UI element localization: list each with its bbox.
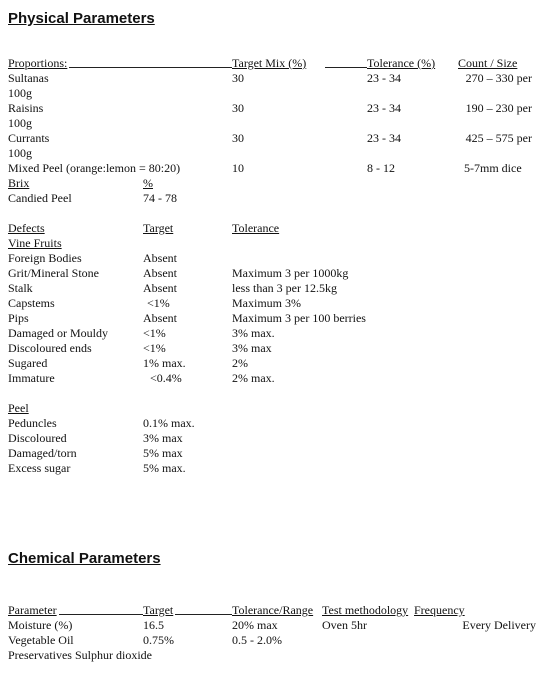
defect-name: Sugared	[8, 356, 48, 370]
proportion-target: 30	[232, 131, 244, 145]
defect-name: Discoloured ends	[8, 341, 92, 355]
proportion-count: 425 – 575 per	[465, 131, 532, 145]
defect-tolerance: 3% max	[232, 341, 272, 355]
physical-parameters-title: Physical Parameters	[8, 10, 155, 27]
peel-defect-name: Peduncles	[8, 416, 57, 430]
defect-target: <1%	[147, 296, 170, 310]
proportion-target: 10	[232, 161, 244, 175]
defect-tolerance: 2% max.	[232, 371, 275, 385]
proportion-name: Raisins	[8, 101, 44, 115]
defect-tolerance: 2%	[232, 356, 248, 370]
defect-tolerance: 3% max.	[232, 326, 275, 340]
defect-tolerance: Maximum 3 per 100 berries	[232, 311, 366, 325]
chem-frequency: Every Delivery	[462, 618, 536, 632]
proportion-target: 30	[232, 101, 244, 115]
proportion-count: 190 – 230 per	[465, 101, 532, 115]
defect-tolerance: Maximum 3%	[232, 296, 301, 310]
chem-header-rule	[59, 614, 143, 615]
proportion-tolerance: 23 - 34	[367, 131, 401, 145]
defects-target-header: Target	[143, 221, 174, 235]
defect-name: Immature	[8, 371, 55, 385]
chem-parameter-name: Moisture (%)	[8, 618, 73, 632]
defect-target: <1%	[143, 341, 166, 355]
brix-value: 74 - 78	[143, 191, 177, 205]
count-size-header: Count / Size	[458, 56, 518, 70]
proportions-label: Proportions:	[8, 56, 68, 70]
chem-tolerance-header: Tolerance/Range	[232, 603, 314, 617]
chem-tolerance: 0.5 - 2.0%	[232, 633, 282, 647]
defect-target: <0.4%	[150, 371, 182, 385]
brix-label: Brix	[8, 176, 30, 190]
chem-target: 16.5	[143, 618, 164, 632]
tolerance-header-rule	[325, 67, 367, 68]
peel-defect-target: 3% max	[143, 431, 183, 445]
vine-fruits-title: Vine Fruits	[8, 236, 62, 250]
peel-title: Peel	[8, 401, 29, 415]
defect-name: Pips	[8, 311, 29, 325]
proportion-count: 5-7mm dice	[464, 161, 522, 175]
proportion-name: Currants	[8, 131, 50, 145]
peel-defect-name: Discoloured	[8, 431, 67, 445]
proportion-tolerance: 23 - 34	[367, 71, 401, 85]
peel-defect-target: 0.1% max.	[143, 416, 195, 430]
defect-name: Damaged or Mouldy	[8, 326, 108, 340]
defect-target: Absent	[143, 311, 177, 325]
defects-tolerance-header: Tolerance	[232, 221, 280, 235]
defects-label: Defects	[8, 221, 45, 235]
defect-target: Absent	[143, 281, 177, 295]
proportion-unit: 100g	[8, 86, 32, 100]
proportion-count: 270 – 330 per	[465, 71, 532, 85]
proportion-unit: 100g	[8, 146, 32, 160]
defect-target: Absent	[143, 266, 177, 280]
brix-item: Candied Peel	[8, 191, 72, 205]
chemical-parameters-title: Chemical Parameters	[8, 550, 161, 567]
proportion-tolerance: 8 - 12	[367, 161, 395, 175]
chem-target-header: Target	[143, 603, 174, 617]
proportion-name: Mixed Peel (orange:lemon = 80:20)	[8, 161, 181, 175]
brix-unit: %	[143, 176, 153, 190]
defect-tolerance: less than 3 per 12.5kg	[232, 281, 337, 295]
chem-frequency-header: Frequency	[414, 603, 465, 617]
target-mix-header: Target Mix (%)	[232, 56, 307, 70]
defect-target: <1%	[143, 326, 166, 340]
proportion-name: Sultanas	[8, 71, 49, 85]
peel-defect-target: 5% max	[143, 446, 183, 460]
chem-parameter-header: Parameter	[8, 603, 57, 617]
proportions-header-rule	[69, 67, 232, 68]
chem-parameter-name: Vegetable Oil	[8, 633, 74, 647]
defect-name: Capstems	[8, 296, 55, 310]
defect-target: Absent	[143, 251, 177, 265]
proportion-tolerance: 23 - 34	[367, 101, 401, 115]
defect-name: Stalk	[8, 281, 33, 295]
chem-method: Oven 5hr	[322, 618, 367, 632]
defect-name: Foreign Bodies	[8, 251, 82, 265]
defect-name: Grit/Mineral Stone	[8, 266, 99, 280]
chem-parameter-name: Preservatives Sulphur dioxide	[8, 648, 152, 662]
chem-target: 0.75%	[143, 633, 174, 647]
defect-target: 1% max.	[143, 356, 186, 370]
peel-defect-target: 5% max.	[143, 461, 186, 475]
tolerance-header: Tolerance (%)	[367, 56, 436, 70]
chem-method-header: Test methodology	[322, 603, 409, 617]
peel-defect-name: Excess sugar	[8, 461, 71, 475]
peel-defect-name: Damaged/torn	[8, 446, 77, 460]
defect-tolerance: Maximum 3 per 1000kg	[232, 266, 349, 280]
chem-tolerance: 20% max	[232, 618, 278, 632]
proportion-target: 30	[232, 71, 244, 85]
proportion-unit: 100g	[8, 116, 32, 130]
chem-header-rule	[175, 614, 232, 615]
